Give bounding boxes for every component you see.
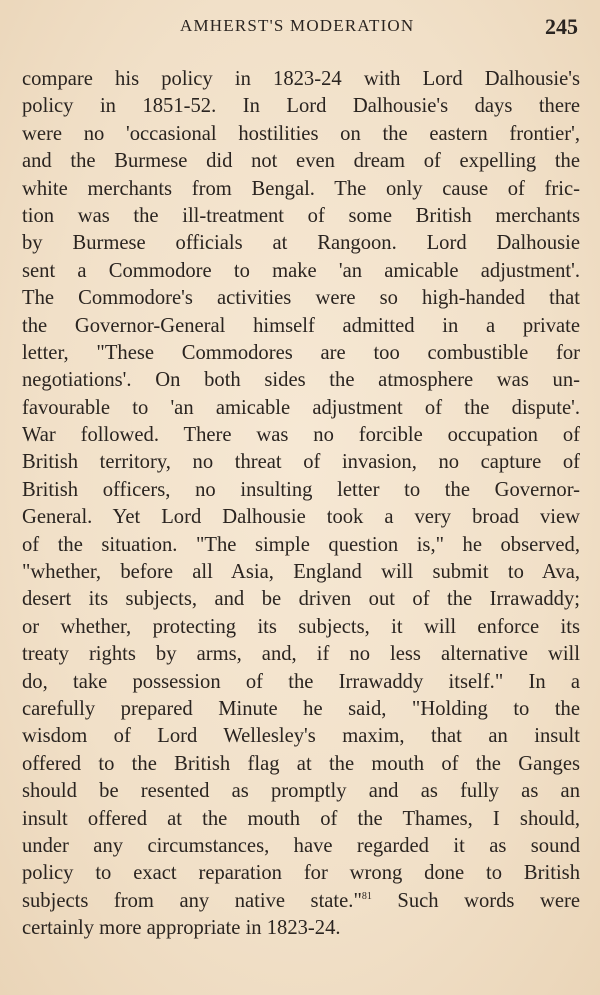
text-line: wisdom of Lord Wellesley's maxim, that an insult — [22, 725, 580, 748]
footnote-reference: 81 — [361, 890, 372, 902]
text-line: General. Yet Lord Dalhousie took a very broad view — [22, 506, 580, 529]
text-line: of the situation. "The simple question is," he observed, — [22, 533, 580, 556]
text-line: insult offered at the mouth of the Thames, I should, — [22, 807, 580, 830]
text-line: offered to the British flag at the mouth of the Ganges — [22, 752, 580, 775]
text-line: policy in 1851-52. In Lord Dalhousie's days there — [22, 95, 580, 118]
text-line: the Governor-General himself admitted in a private — [22, 314, 580, 337]
text-line: favourable to 'an amicable adjustment of the dispute'. — [22, 396, 580, 419]
text-line: do, take possession of the Irrawaddy itself." In a — [22, 670, 580, 693]
text-line: treaty rights by arms, and, if no less alternative will — [22, 643, 580, 666]
text-line: or whether, protecting its subjects, it will enforce its — [22, 615, 580, 638]
body-paragraph — [22, 66, 580, 943]
text-line: should be resented as promptly and as fully as an — [22, 780, 580, 803]
running-head: AMHERST'S MODERATION — [180, 16, 415, 35]
text-line: The Commodore's activities were so high-handed that — [22, 287, 580, 310]
page-number: 245 — [545, 14, 578, 39]
text-line: white merchants from Bengal. The only cause of fric- — [22, 177, 580, 200]
text-line: certainly more appropriate in 1823-24. — [22, 917, 341, 940]
text-line: letter, "These Commodores are too combustible for — [22, 341, 580, 364]
text-line-start: subjects from any native state." — [22, 889, 362, 912]
text-line: negotiations'. On both sides the atmosphere was un- — [22, 369, 580, 392]
text-line: sent a Commodore to make 'an amicable adjustment'. — [22, 259, 580, 282]
text-line: policy to exact reparation for wrong done to British — [22, 862, 580, 885]
text-line: and the Burmese did not even dream of expelling the — [22, 150, 580, 173]
text-line: tion was the ill-treatment of some British merchants — [22, 204, 580, 227]
text-line: desert its subjects, and be driven out of the Irrawaddy; — [22, 588, 580, 611]
text-line: War followed. There was no forcible occupation of — [22, 424, 580, 447]
text-line: under any circumstances, have regarded it as sound — [22, 834, 580, 857]
text-line: carefully prepared Minute he said, "Holding to the — [22, 697, 580, 720]
text-line: British officers, no insulting letter to the Governor- — [22, 478, 580, 501]
text-line-with-footnote — [22, 888, 580, 915]
text-line: compare his policy in 1823-24 with Lord Dalhousie's — [22, 68, 580, 90]
page-header — [0, 14, 600, 44]
text-line: British territory, no threat of invasion, no capture of — [22, 451, 580, 474]
text-line: by Burmese officials at Rangoon. Lord Dalhousie — [22, 232, 580, 255]
text-line-end: Such words were — [371, 889, 580, 912]
text-line: were no 'occasional hostilities on the eastern frontier', — [22, 122, 580, 145]
text-line: "whether, before all Asia, England will submit to Ava, — [22, 561, 580, 584]
